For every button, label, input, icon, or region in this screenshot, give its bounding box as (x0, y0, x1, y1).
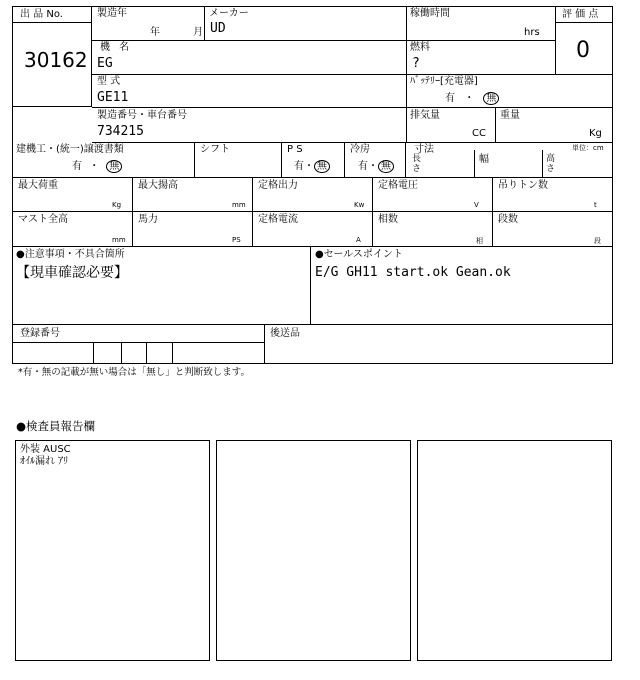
displacement-label: 排気量 (410, 110, 440, 121)
caution-text: 【現車確認必要】 (16, 265, 128, 281)
year-month-suffix: 年 月 (150, 27, 204, 38)
lot-no-value: 30162 (24, 48, 88, 72)
caution-label: ●注意事項・不具合箇所 (16, 249, 125, 260)
stages-unit: 段 (594, 237, 601, 245)
battery-label: ﾊﾞｯﾃﾘｰ[充電器] (410, 76, 478, 87)
displacement-unit: CC (472, 128, 486, 139)
ac-choice: 有・ 無 (358, 160, 394, 173)
lift-ton-label: 吊りトン数 (498, 180, 548, 191)
battery-no-circled: 無 (483, 92, 499, 105)
ps-label: P S (287, 144, 303, 155)
weight-label: 重量 (500, 110, 520, 121)
inspector-box-3 (417, 440, 612, 661)
max-lift-label: 最大揚高 (138, 180, 178, 191)
rated-output-label: 定格出力 (258, 180, 298, 191)
battery-choice (445, 92, 499, 105)
inspector-box-1 (15, 440, 210, 661)
hours-unit: hrs (524, 27, 540, 38)
rating-label: 評 価 点 (562, 9, 599, 20)
construction-docs-label: 建機工・(統一)譲渡書類 (16, 144, 124, 155)
rated-current-label: 定格電流 (258, 214, 298, 225)
rated-voltage-label: 定格電圧 (378, 180, 418, 191)
maker-value: UD (210, 21, 226, 36)
sales-text: E/G GH11 start.ok Gean.ok (315, 265, 511, 280)
length-label: 長さ (412, 154, 422, 174)
shift-label: シフト (200, 144, 230, 155)
height-label: 高さ (546, 154, 556, 174)
dimension-label: 寸法 (414, 144, 434, 155)
serial-label: 製造番号・車台番号 (97, 110, 187, 121)
ps-choice: 有・ 無 (294, 160, 330, 173)
serial-value: 734215 (97, 124, 144, 139)
year-label: 製造年 (97, 8, 127, 19)
type-value: GE11 (97, 90, 129, 105)
unit-note: 単位：cm (572, 144, 604, 152)
inspector-note-1: 外装 AUSC (20, 444, 71, 455)
fuel-value: ? (412, 56, 420, 71)
max-lift-unit: mm (232, 201, 246, 209)
battery-yes: 有 (445, 93, 455, 104)
ps-no-circled: 無 (314, 160, 330, 173)
horsepower-label: 馬力 (138, 214, 158, 225)
rated-voltage-unit: V (474, 201, 479, 209)
construction-docs-choice: 有 ・ 無 (72, 160, 122, 173)
rated-output-unit: Kw (354, 201, 365, 209)
footnote: *有・無の記載が無い場合は「無し」と判断致します。 (18, 367, 250, 378)
max-load-unit: Kg (112, 201, 122, 209)
registration-label: 登録番号 (20, 328, 60, 339)
inspector-box-2 (216, 440, 411, 661)
battery-sep: ・ (464, 93, 475, 104)
type-label: 型 式 (97, 76, 121, 87)
fuel-label: 燃料 (410, 42, 430, 53)
construction-no-circled: 無 (106, 160, 122, 173)
phase-label: 相数 (378, 214, 398, 225)
ac-label: 冷房 (350, 144, 370, 155)
hours-label: 稼働時間 (410, 8, 450, 19)
rating-value: 0 (576, 38, 590, 63)
model-value: EG (97, 56, 113, 71)
lot-no-label: 出 品 No. (20, 9, 63, 20)
stages-label: 段数 (498, 214, 518, 225)
ac-no-circled: 無 (378, 160, 394, 173)
lift-ton-unit: t (594, 201, 597, 209)
inspector-note-2: ｵｲﾙ漏れ ｱﾘ (20, 456, 69, 467)
mast-height-label: マスト全高 (18, 214, 68, 225)
mast-height-unit: mm (112, 236, 126, 244)
shipping-label: 後送品 (270, 328, 300, 339)
phase-unit: 相 (476, 237, 483, 245)
model-label: 機 名 (100, 42, 133, 53)
horsepower-unit: PS (232, 236, 241, 244)
maker-label: メーカー (209, 8, 249, 19)
sales-label: ●セールスポイント (315, 249, 403, 260)
width-label: 幅 (479, 154, 489, 165)
max-load-label: 最大荷重 (18, 180, 58, 191)
rated-current-unit: A (356, 236, 361, 244)
inspector-title: ●検査員報告欄 (16, 419, 96, 433)
weight-unit: Kg (589, 128, 602, 139)
